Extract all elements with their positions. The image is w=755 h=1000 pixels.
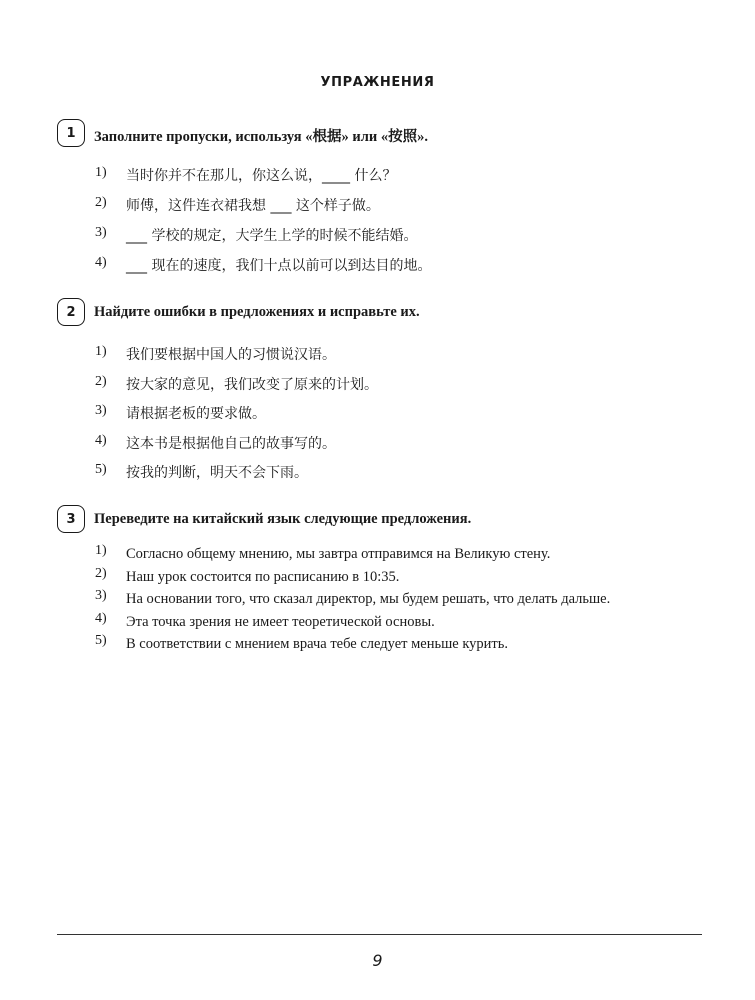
section-title: УПРАЖНЕНИЯ [320, 75, 435, 90]
item-text: 请根据老板的要求做。 [126, 406, 266, 422]
item-text: На основании того, что сказал директор, мы будем решать, что делать дальше. [126, 591, 611, 607]
item-text: ___ 学校的规定，大学生上学的时候不能结婚。 [126, 228, 418, 244]
exercise-items [95, 543, 610, 656]
item-number: 1) [95, 543, 107, 558]
item-number: 2) [95, 565, 107, 581]
list-item [95, 225, 431, 255]
exercise-3 [57, 505, 707, 652]
list-item [95, 611, 610, 634]
item-number: 5) [95, 633, 107, 648]
exercise-items [95, 165, 431, 285]
item-number: 3) [95, 225, 107, 240]
item-number: 4) [95, 432, 107, 448]
item-text: Наш урок состоится по расписанию в 10:35. [126, 568, 400, 585]
item-text: 按我的判断，明天不会下雨。 [126, 465, 308, 481]
item-number: 4) [95, 255, 107, 270]
item-text: 这本书是根据他自己的故事写的。 [126, 435, 336, 452]
list-item [95, 344, 378, 374]
item-text: 师傅，这件连衣裙我想 ___ 这个样子做。 [126, 198, 380, 214]
item-number: 1) [95, 165, 107, 180]
exercise-number-badge: 3 [57, 505, 85, 533]
item-number: 1) [95, 344, 107, 359]
item-text: 按大家的意见，我们改变了原来的计划。 [126, 376, 378, 393]
exercise-header [57, 298, 707, 328]
list-item [95, 165, 431, 195]
exercise-1 [57, 119, 707, 274]
item-text: В соответствии с мнением врача тебе следует меньше курить. [126, 636, 508, 652]
exercise-instruction: Найдите ошибки в предложениях и исправьте их. [94, 304, 420, 320]
list-item [95, 588, 610, 611]
exercise-number-badge: 1 [57, 119, 85, 147]
list-item [95, 374, 378, 404]
list-item [95, 543, 610, 566]
item-number: 3) [95, 403, 107, 418]
list-item [95, 462, 378, 492]
item-text: Согласно общему мнению, мы завтра отправимся на Великую стену. [126, 546, 551, 562]
list-item [95, 566, 610, 589]
item-number: 2) [95, 373, 107, 389]
exercise-header [57, 505, 707, 535]
item-text: 当时你并不在那儿，你这么说，____ 什么？ [126, 168, 397, 184]
list-item [95, 195, 431, 225]
exercise-instruction: Заполните пропуски, используя «根据» или «按照». [94, 129, 428, 145]
list-item [95, 403, 378, 433]
item-text: ___ 现在的速度，我们十点以前可以到达目的地。 [126, 258, 432, 274]
item-text: Эта точка зрения не имеет теоретической основы. [126, 613, 435, 630]
list-item [95, 433, 378, 463]
item-number: 3) [95, 588, 107, 603]
page-number: 9 [372, 951, 383, 970]
footer-divider [57, 934, 702, 935]
item-number: 2) [95, 195, 107, 210]
list-item [95, 255, 431, 285]
item-text: 我们要根据中国人的习惯说汉语。 [126, 347, 336, 363]
item-number: 4) [95, 610, 107, 626]
exercise-instruction: Переведите на китайский язык следующие предложения. [94, 511, 472, 527]
exercise-number-badge: 2 [57, 298, 85, 326]
exercise-items [95, 344, 378, 492]
exercise-2 [57, 298, 707, 481]
list-item [95, 633, 610, 656]
exercise-header [57, 119, 707, 149]
item-number: 5) [95, 462, 107, 477]
